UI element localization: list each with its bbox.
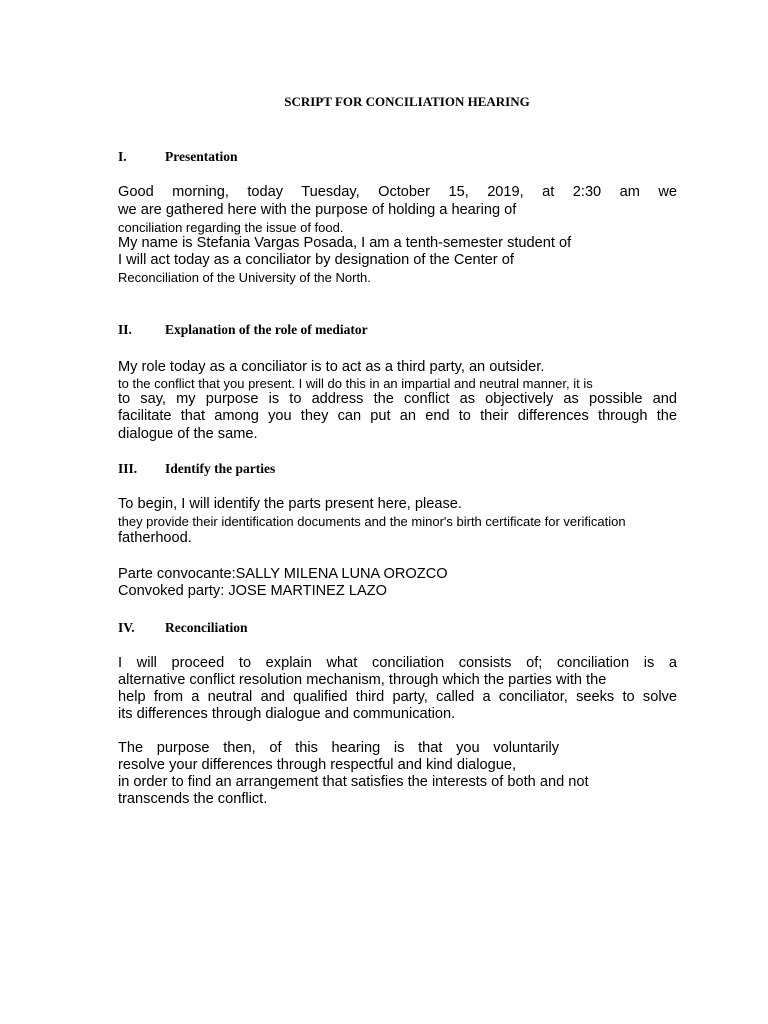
paragraph-line: to say, my purpose is to address the conflict as objectively as possible and (118, 391, 677, 407)
paragraph-line: in order to find an arrangement that satisfies the interests of both and not (118, 774, 589, 790)
paragraph-line: Reconciliation of the University of the North. (118, 270, 371, 285)
convoked-party-line: Convoked party: JOSE MARTINEZ LAZO (118, 583, 387, 599)
section-heading-role-of-mediator (118, 322, 368, 338)
paragraph-line: To begin, I will identify the parts present here, please. (118, 496, 462, 512)
section-title: Presentation (165, 149, 238, 164)
paragraph-line: I will proceed to explain what conciliation consists of; conciliation is a (118, 655, 677, 671)
paragraph-line: we are gathered here with the purpose of holding a hearing of (118, 202, 517, 218)
document-title: SCRIPT FOR CONCILIATION HEARING (284, 94, 530, 109)
paragraph-line: resolve your differences through respectful and kind dialogue, (118, 757, 517, 773)
paragraph-line: facilitate that among you they can put an end to their differences through the (118, 408, 677, 424)
section-number: I. (118, 149, 127, 164)
paragraph-line: My role today as a conciliator is to act as a third party, an outsider. (118, 359, 545, 375)
paragraph-line: My name is Stefania Vargas Posada, I am a tenth-semester student of (118, 235, 572, 251)
paragraph-line: fatherhood. (118, 530, 192, 546)
section-number: II. (118, 322, 132, 337)
paragraph-line: help from a neutral and qualified third party, called a conciliator, seeks to solve (118, 689, 677, 705)
section-heading-presentation (118, 149, 238, 165)
section-title: Reconciliation (165, 620, 248, 635)
paragraph-line: conciliation regarding the issue of food. (118, 220, 344, 235)
paragraph-line: alternative conflict resolution mechanism, through which the parties with the (118, 672, 607, 688)
paragraph-line: dialogue of the same. (118, 426, 258, 442)
paragraph-line: to the conflict that you present. I will do this in an impartial and neutral manner, it is (118, 376, 593, 391)
paragraph-line: I will act today as a conciliator by designation of the Center of (118, 252, 514, 268)
section-number: III. (118, 461, 138, 476)
paragraph-line: The purpose then, of this hearing is that you voluntarily (118, 740, 559, 756)
convening-party-line: Parte convocante:SALLY MILENA LUNA OROZCO (118, 566, 448, 582)
section-heading-reconciliation (118, 620, 248, 636)
paragraph-line: they provide their identification documents and the minor's birth certificate for verification (118, 514, 626, 529)
section-title: Explanation of the role of mediator (165, 322, 368, 337)
paragraph-line: Good morning, today Tuesday, October 15, 2019, at 2:30 am we (118, 184, 677, 200)
section-number: IV. (118, 620, 135, 635)
paragraph-line: its differences through dialogue and communication. (118, 706, 456, 722)
paragraph-line: transcends the conflict. (118, 791, 268, 807)
section-title: Identify the parties (165, 461, 276, 476)
section-heading-identify-parties (118, 461, 275, 477)
